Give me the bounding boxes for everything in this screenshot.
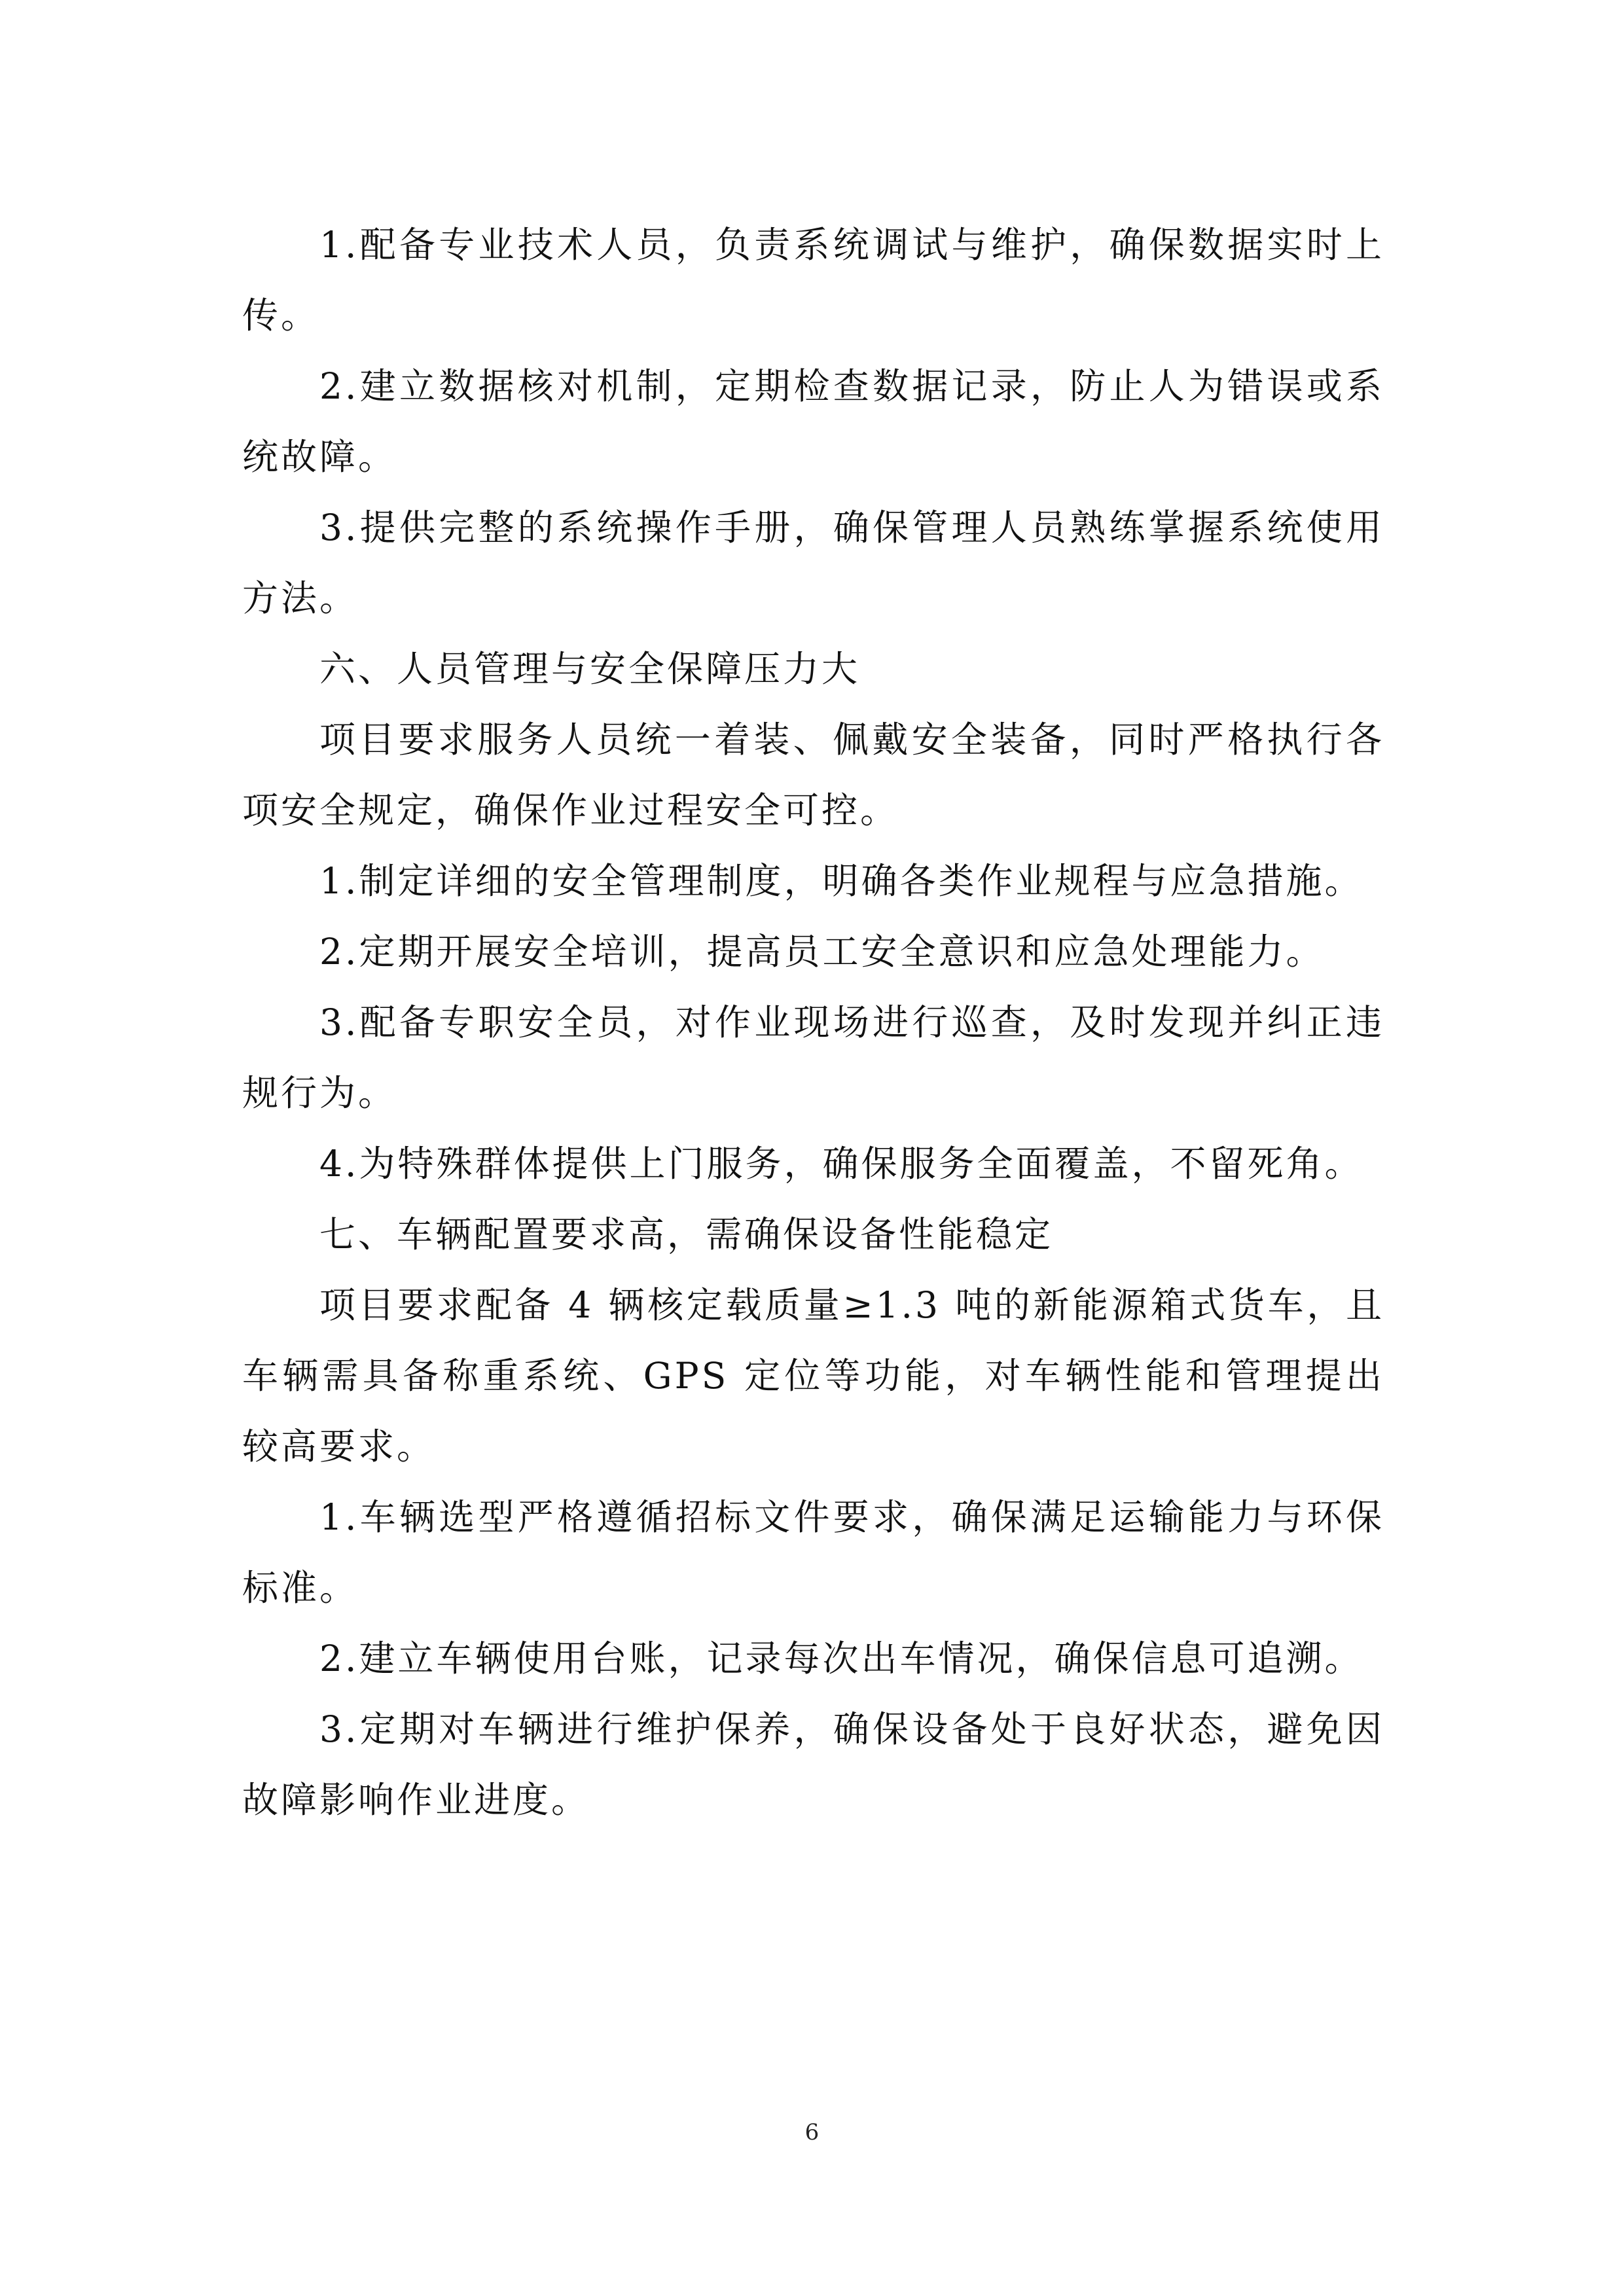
list-item-data-check: 2.建立数据核对机制，定期检查数据记录，防止人为错误或系统故障。 (242, 365, 1384, 478)
section-heading-seven: 七、车辆配置要求高，需确保设备性能稳定 (319, 1213, 1054, 1255)
body-paragraph-staff: 项目要求服务人员统一着装、佩戴安全装备，同时严格执行各项安全规定，确保作业过程安全可控。 (242, 719, 1384, 831)
list-item-home-service: 4.为特殊群体提供上门服务，确保服务全面覆盖，不留死角。 (319, 1143, 1363, 1185)
list-item-tech-staff: 1.配备专业技术人员，负责系统调试与维护，确保数据实时上传。 (242, 224, 1384, 336)
page-body (242, 209, 1384, 1835)
section-heading-six: 六、人员管理与安全保障压力大 (319, 648, 861, 690)
list-item-vehicle-selection: 1.车辆选型严格遵循招标文件要求，确保满足运输能力与环保标准。 (242, 1496, 1384, 1609)
body-paragraph-vehicles: 项目要求配备 4 辆核定载质量≥1.3 吨的新能源箱式货车，且车辆需具备称重系统、GPS 定位等功能，对车辆性能和管理提出较高要求。 (242, 1284, 1384, 1467)
list-item-safety-system: 1.制定详细的安全管理制度，明确各类作业规程与应急措施。 (319, 860, 1363, 902)
list-item-safety-officer: 3.配备专职安全员，对作业现场进行巡查，及时发现并纠正违规行为。 (242, 1001, 1384, 1114)
list-item-vehicle-ledger: 2.建立车辆使用台账，记录每次出车情况，确保信息可追溯。 (319, 1638, 1363, 1679)
list-item-manual: 3.提供完整的系统操作手册，确保管理人员熟练掌握系统使用方法。 (242, 507, 1384, 619)
list-item-vehicle-maintenance: 3.定期对车辆进行维护保养，确保设备处于良好状态，避免因故障影响作业进度。 (242, 1708, 1384, 1821)
list-item-safety-training: 2.定期开展安全培训，提高员工安全意识和应急处理能力。 (319, 931, 1325, 973)
page-number: 6 (804, 2119, 820, 2145)
